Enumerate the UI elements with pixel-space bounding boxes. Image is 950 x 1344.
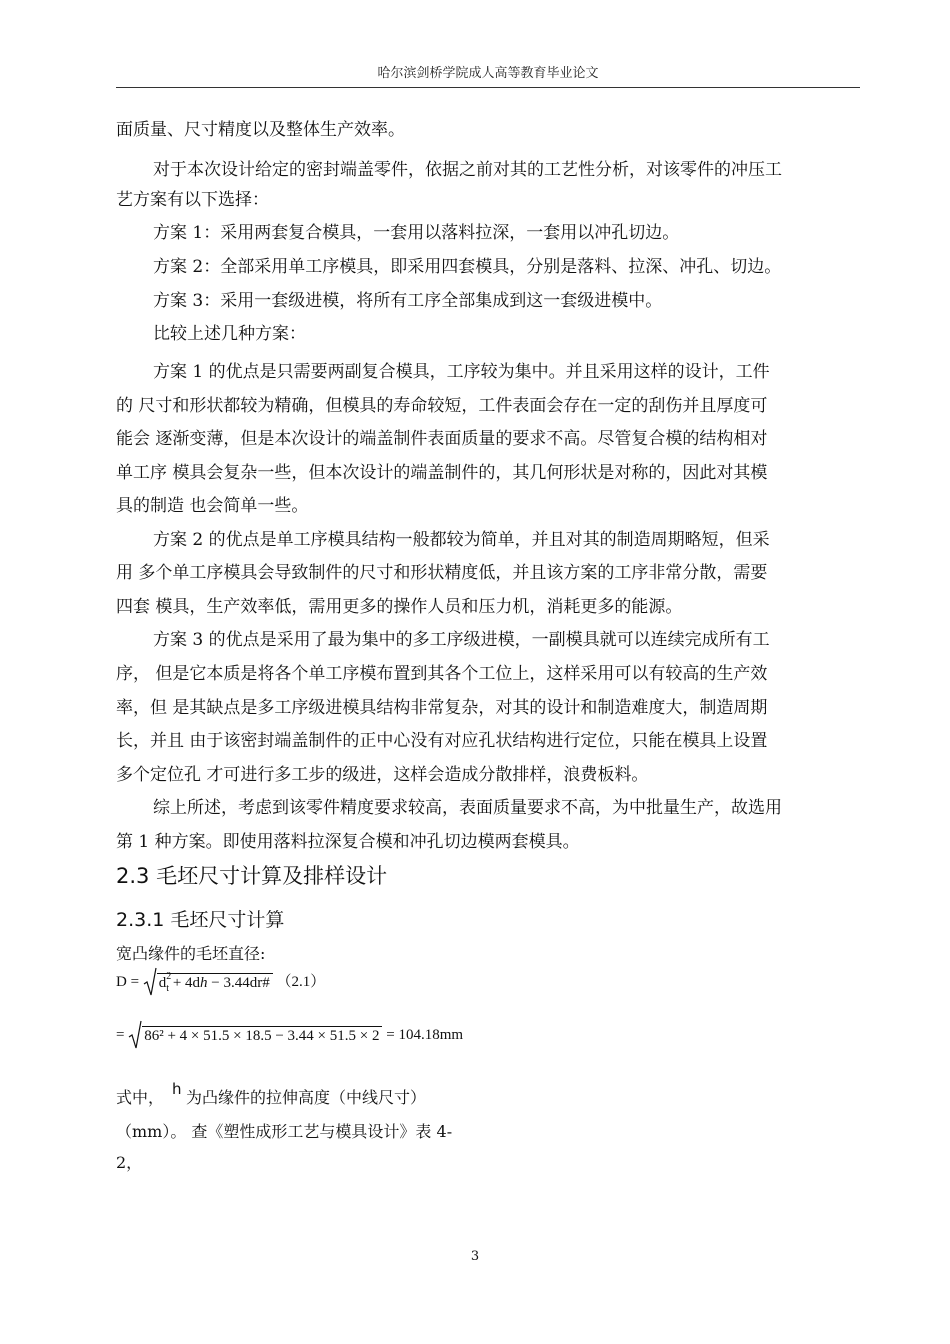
body-line: 比较上述几种方案： (153, 324, 306, 344)
variable-note: 式中， 为凸缘件的拉伸高度（中线尺寸） (116, 1088, 427, 1107)
body-line: 面质量、尺寸精度以及整体生产效率。 (116, 120, 405, 140)
body-line: 综上所述，考虑到该零件精度要求较高，表面质量要求不高，为中批量生产，故选用 (153, 798, 782, 818)
body-line: 的 尺寸和形状都较为精确，但模具的寿命较短，工件表面会存在一定的刮伤并且厚度可 (116, 396, 768, 416)
reference-note-cont: 2， (116, 1153, 143, 1172)
body-line: 四套 模具，生产效率低，需用更多的操作人员和压力机，消耗更多的能源。 (116, 597, 683, 617)
header-divider (116, 87, 860, 88)
body-line: 能会 逐渐变薄，但是本次设计的端盖制件表面质量的要求不高。尽管复合模的结构相对 (116, 429, 768, 449)
body-line: 单工序 模具会复杂一些，但本次设计的端盖制件的，其几何形状是对称的，因此对其模 (116, 463, 768, 483)
sqrt-icon (143, 967, 157, 997)
subsection-heading: 2.3.1 毛坯尺寸计算 (116, 909, 285, 931)
body-line: 方案 2 的优点是单工序模具结构一般都较为简单，并且对其的制造周期略短，但采 (153, 530, 770, 550)
reference-note: （mm）。 查《塑性成形工艺与模具设计》表 4- (116, 1122, 453, 1141)
body-line: 率，但 是其缺点是多工序级进模具结构非常复杂，对其的设计和制造难度大，制造周期 (116, 698, 768, 718)
sqrt-expression (128, 1026, 382, 1045)
body-line: 对于本次设计给定的密封端盖零件，依据之前对其的工艺性分析，对该零件的冲压工 (153, 160, 782, 180)
formula-intro: 宽凸缘件的毛坯直径: (116, 944, 266, 963)
formula-2-1 (116, 970, 325, 1002)
radicand: d 2 t + 4dh − 3.44dr# (157, 973, 273, 992)
section-heading: 2.3 毛坯尺寸计算及排样设计 (116, 864, 388, 888)
body-line: 序， 但是它本质是将各个单工序模布置到其各个工位上，这样采用可以有较高的生产效 (116, 664, 768, 684)
radicand: 86² + 4 × 51.5 × 18.5 − 3.44 × 51.5 × 2 (142, 1026, 382, 1045)
body-line: 长，并且 由于该密封端盖制件的正中心没有对应孔状结构进行定位，只能在模具上设置 (116, 731, 768, 751)
body-line: 方案 2：全部采用单工序模具，即采用四套模具，分别是落料、拉深、冲孔、切边。 (153, 257, 782, 277)
equation-label: （2.1） (276, 974, 326, 990)
body-line: 方案 1 的优点是只需要两副复合模具，工序较为集中。并且采用这样的设计，工件 (153, 362, 770, 382)
body-line: 多个定位孔 才可进行多工步的级进，这样会造成分散排样，浪费板料。 (116, 765, 649, 785)
formula-result: = 104.18mm (386, 1026, 464, 1043)
body-line: 艺方案有以下选择： (116, 190, 269, 210)
variable-h: h (172, 1080, 182, 1098)
body-line: 用 多个单工序模具会导致制件的尺寸和形状精度低，并且该方案的工序非常分散，需要 (116, 563, 768, 583)
body-line: 方案 3：采用一套级进模，将所有工序全部集成到这一套级进模中。 (153, 291, 663, 311)
body-line: 第 1 种方案。即使用落料拉深复合模和冲孔切边模两套模具。 (116, 832, 580, 852)
formula-lhs: D = (116, 974, 140, 990)
formula-numeric: = 86² + 4 × 51.5 × 18.5 − 3.44 × 51.5 × 2 = 104.18mm (116, 1026, 463, 1058)
body-line: 方案 3 的优点是采用了最为集中的多工序级进模，一副模具就可以连续完成所有工 (153, 630, 770, 650)
body-line: 方案 1：采用两套复合模具，一套用以落料拉深，一套用以冲孔切边。 (153, 223, 680, 243)
page-number: 3 (470, 1249, 480, 1264)
page-header: 哈尔滨剑桥学院成人高等教育毕业论文 (377, 66, 599, 81)
sqrt-expression (143, 971, 273, 995)
sqrt-icon (128, 1020, 142, 1050)
body-line: 具的制造 也会简单一些。 (116, 496, 309, 516)
